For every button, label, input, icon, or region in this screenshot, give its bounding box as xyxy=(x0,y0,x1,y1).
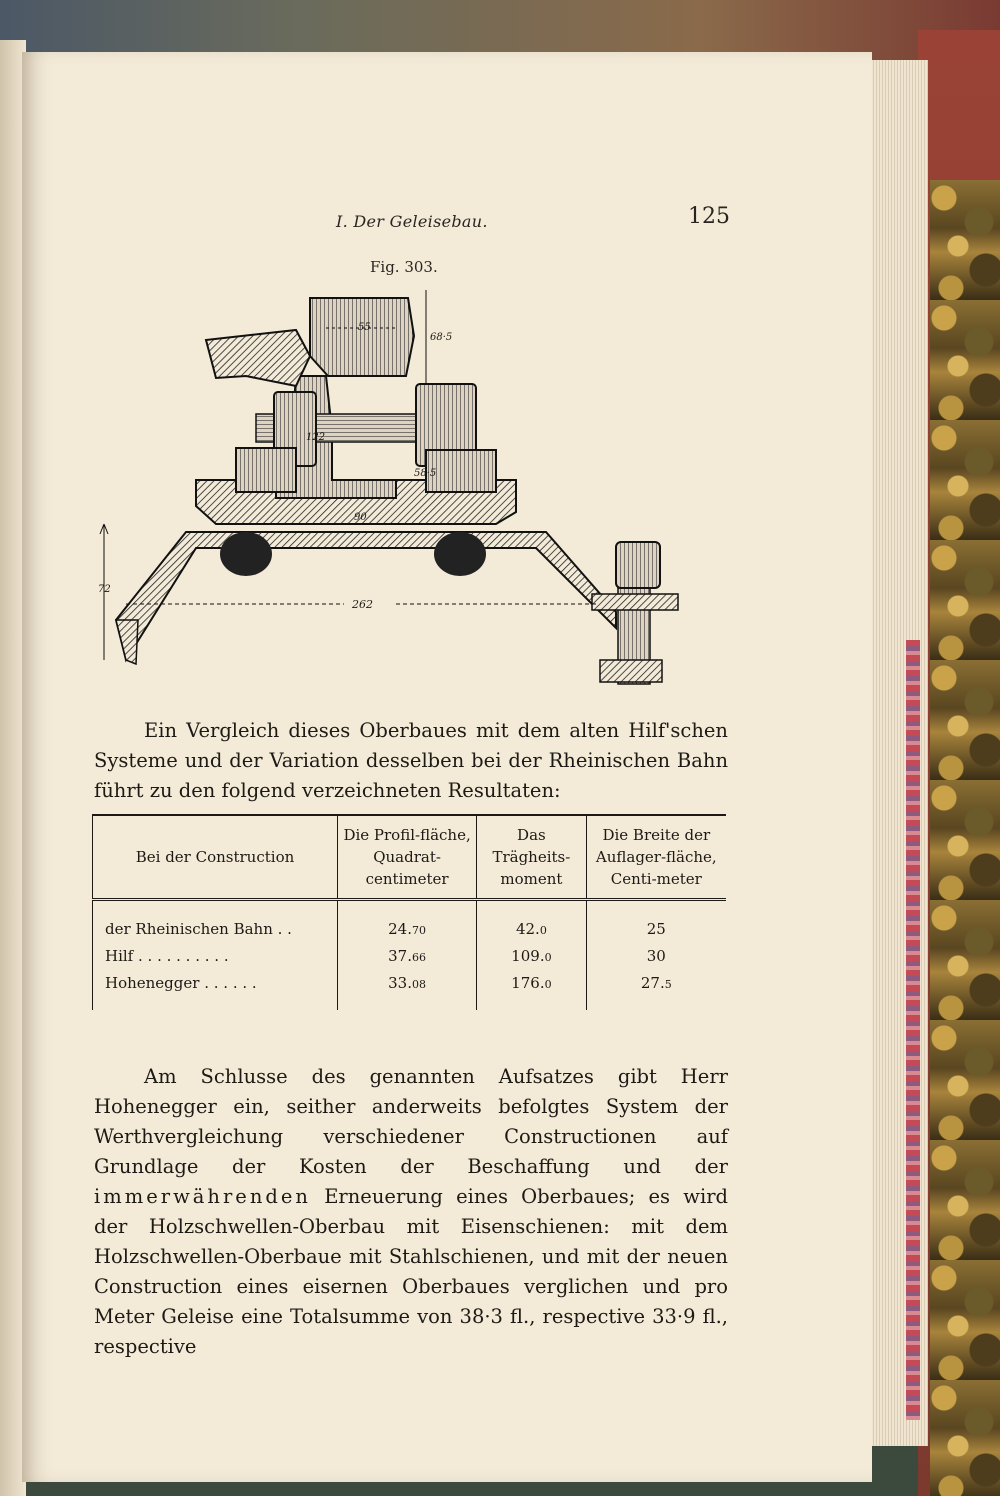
col-header-moment: Das Trägheits-moment xyxy=(477,815,586,900)
rail-diagram xyxy=(96,280,716,700)
cell-width: 27.5 xyxy=(586,969,726,1010)
cell-area: 37.66 xyxy=(338,942,477,969)
rivet-right xyxy=(434,532,486,576)
emphasized-word: immerwährenden xyxy=(94,1185,311,1208)
rail-cross-section-figure xyxy=(96,280,716,700)
table-row xyxy=(93,900,727,943)
dim-depth: 72 xyxy=(98,584,111,595)
figure-caption: Fig. 303. xyxy=(370,258,438,276)
cell-moment: 176.0 xyxy=(477,969,586,1010)
paragraph-hohenegger xyxy=(94,1062,728,1362)
tie-washer xyxy=(592,594,678,610)
cell-area: 33.08 xyxy=(338,969,477,1010)
col-header-construction: Bei der Construction xyxy=(93,815,338,900)
dim-foot-height: 58·5 xyxy=(414,468,437,479)
cell-moment: 42.0 xyxy=(477,900,586,943)
paragraph-part-a: Am Schlusse des genannten Aufsatzes gibt Herr Hohenegger ein, seither anderweits befolgtes System der Werthvergleichung verschiedener Constructionen auf Grundlage der Kosten der Beschaffung und der xyxy=(94,1065,728,1178)
cell-construction: Hilf . . . . . . . . . . xyxy=(93,942,338,969)
clamp-block-left xyxy=(236,448,296,492)
paragraph-intro: Ein Vergleich dieses Oberbaues mit dem alten Hilf'schen Systeme und der Variation desselben bei der Rheinischen Bahn führt zu den folgend verzeichneten Resultaten: xyxy=(94,719,728,802)
table-row xyxy=(93,969,727,1010)
book-cover-top xyxy=(0,0,1000,60)
marbled-endpaper xyxy=(930,180,1000,1496)
dim-base-width: 90 xyxy=(354,512,367,523)
clamp-block-right xyxy=(426,450,496,492)
table-row xyxy=(93,942,727,969)
table-header-row xyxy=(93,815,727,900)
rivet-left xyxy=(220,532,272,576)
sleeper-trough xyxy=(116,532,616,660)
page-number: 125 xyxy=(688,204,730,229)
col-header-width: Die Breite der Auflager-fläche, Centi-meter xyxy=(586,815,726,900)
dim-web-height: 122 xyxy=(306,432,326,443)
rail-head xyxy=(310,298,414,376)
cell-moment: 109.0 xyxy=(477,942,586,969)
comparison-table xyxy=(92,814,726,1010)
paragraph-part-b: Erneuerung eines Oberbaues; es wird der Holzschwellen-Oberbau mit Eisenschienen: mit dem Holzschwellen-Oberbaue mit Stahlschienen, und mit der neuen Construction eines eisernen Oberbaues verglichen und pro Meter Geleise eine Totalsumme von 38·3 fl., respective 33·9 fl., respective xyxy=(94,1185,728,1358)
cell-width: 30 xyxy=(586,942,726,969)
cell-width: 25 xyxy=(586,900,726,943)
comparison-table-wrap xyxy=(92,814,726,1010)
tie-nut xyxy=(616,542,660,588)
dim-head-width: 55 xyxy=(358,322,371,333)
cell-area: 24.70 xyxy=(338,900,477,943)
clamp-hook xyxy=(206,330,310,386)
running-title: I. Der Geleisebau. xyxy=(336,212,488,231)
red-page-edge xyxy=(906,640,920,1420)
tie-base xyxy=(600,660,662,682)
cell-construction: der Rheinischen Bahn . . xyxy=(93,900,338,943)
col-header-area: Die Profil-fläche, Quadrat-centimeter xyxy=(338,815,477,900)
cell-construction: Hohenegger . . . . . . xyxy=(93,969,338,1010)
sleeper-foot xyxy=(116,620,138,664)
dim-span: 262 xyxy=(352,598,373,611)
dim-head-height: 68·5 xyxy=(430,332,453,343)
